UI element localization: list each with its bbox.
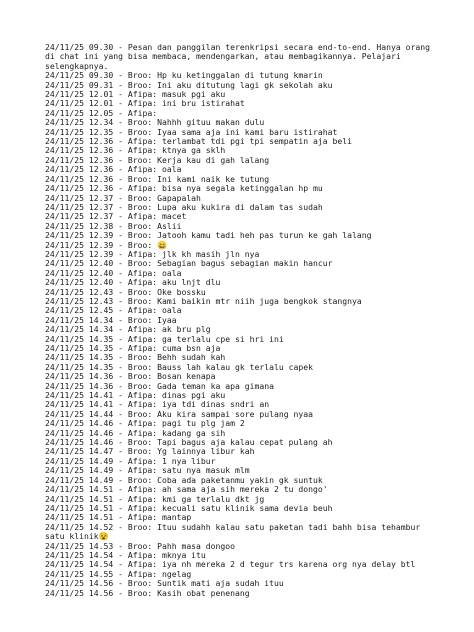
encryption-notice-line: 24/11/25 09.30 - Pesan dan panggilan terenkripsi secara end-to-end. Hanya orang di chat ini yang bisa membaca, mendengarkan, atau membagikannya. Pelajari selengkapnya. (45, 42, 435, 71)
chat-message-line: 24/11/25 14.46 - Afipa: kadang ga sih (45, 427, 226, 438)
chat-message-line: 24/11/25 12.37 - Broo: Lupa aku kukira di dalam tas sudah (45, 201, 323, 212)
chat-message-line: 24/11/25 12.36 - Afipa: oala (45, 164, 182, 175)
chat-message-line: 24/11/25 09.31 - Broo: Ini aku ditutung lagi gk sekolah aku (45, 79, 333, 90)
chat-message-line: 24/11/25 14.56 - Broo: Suntik mati aja sudah ituu (45, 578, 284, 589)
chat-message-line: 24/11/25 12.01 - Afipa: masuk pgi aku (45, 89, 226, 100)
chat-message-line: 24/11/25 14.46 - Afipa: pagi tu plg jam 2 (45, 418, 245, 429)
chat-message-line: 24/11/25 12.36 - Broo: Kerja kau di gah lalang (45, 154, 270, 165)
chat-message-line: 24/11/25 12.37 - Afipa: macet (45, 211, 187, 222)
chat-message-line: 24/11/25 14.46 - Broo: Tapi bagus aja kalau cepat pulang ah (45, 437, 333, 448)
chat-message-line: 24/11/25 14.49 - Broo: Coba ada paketanmu yakin gk suntuk (45, 474, 323, 485)
chat-message-line: 24/11/25 12.45 - Afipa: oala (45, 305, 182, 316)
chat-message-line: 24/11/25 12.05 - Afipa: (45, 107, 158, 118)
chat-export-log (45, 43, 440, 598)
chat-message-line: 24/11/25 14.51 - Afipa: kmi ga terlalu dkt jg (45, 493, 265, 504)
chat-message-line: 24/11/25 14.35 - Broo: Behh sudah kah (45, 352, 226, 363)
chat-message-line: 24/11/25 14.44 - Broo: Aku kira sampai sore pulang nyaa (45, 408, 314, 419)
chat-message-line: 24/11/25 14.49 - Afipa: satu nya masuk mlm (45, 465, 250, 476)
chat-message-line: 24/11/25 12.43 - Broo: Kami baikin mtr niih juga bengkok stangnya (45, 295, 362, 306)
chat-message-line: 24/11/25 12.39 - Broo: Jatooh kamu tadi heh pas turun ke gah lalang (45, 230, 372, 241)
chat-message-line: 24/11/25 14.53 - Broo: Pahh masa dongoo (45, 540, 236, 551)
chat-message-line: 24/11/25 14.35 - Broo: Bauss lah kalau gk terlalu capek (45, 361, 314, 372)
chat-message-line: 24/11/25 14.36 - Broo: Bosan kenapa (45, 371, 216, 382)
chat-message-line: 24/11/25 14.47 - Broo: Yg lainnya libur kah (45, 446, 255, 457)
chat-message-line: 24/11/25 14.55 - Afipa: ngelag (45, 568, 192, 579)
chat-message-line: 24/11/25 12.39 - Broo: 😄 (45, 239, 168, 250)
chat-message-line: 24/11/25 14.35 - Afipa: cuma bsn aja (45, 343, 221, 353)
chat-message-line: 24/11/25 14.54 - Afipa: mknya itu (45, 549, 206, 560)
chat-message-line: 24/11/25 14.51 - Afipa: kecuali satu klinik sama devia beuh (45, 502, 333, 513)
chat-message-line: 24/11/25 12.40 - Broo: Sebagian bagus sebagian makin hancur (45, 258, 333, 269)
chat-message-line: 24/11/25 14.34 - Broo: Iyaa (45, 314, 177, 325)
chat-message-line: 24/11/25 12.36 - Broo: Ini kami naik ke tutung (45, 173, 270, 184)
chat-message-line: 24/11/25 12.38 - Broo: Aslii (45, 220, 182, 231)
chat-message-line: 24/11/25 12.36 - Afipa: terlambat tdi pgi tpi sempatin aja beli (45, 136, 352, 147)
chat-message-line: 24/11/25 14.35 - Afipa: ga terlalu cpe si hri ini (45, 333, 284, 344)
chat-message-line: 24/11/25 14.51 - Afipa: ah sama aja sih mereka 2 tu dongo' (45, 484, 328, 495)
chat-message-line: 24/11/25 12.39 - Afipa: jlk kh masih jln nya (45, 248, 260, 259)
chat-message-line: 24/11/25 14.41 - Afipa: dinas pgi aku (45, 390, 226, 401)
chat-message-line: 24/11/25 14.36 - Broo: Gada teman ka apa gimana (45, 380, 275, 391)
chat-message-line: 24/11/25 12.40 - Afipa: oala (45, 267, 182, 278)
chat-message-line: 24/11/25 09.30 - Broo: Hp ku ketinggalan di tutung kmarin (45, 70, 323, 81)
chat-message-line: 24/11/25 14.49 - Afipa: 1 nya libur (45, 455, 216, 466)
chat-message-line: 24/11/25 12.34 - Broo: Nahhh gituu makan dulu (45, 117, 265, 128)
chat-message-line: 24/11/25 12.36 - Afipa: ktnya ga sklh (45, 145, 226, 156)
chat-message-line: 24/11/25 14.41 - Afipa: iya tdi dinas sndri an (45, 399, 270, 410)
chat-message-line: 24/11/25 14.51 - Afipa: mantap (45, 512, 192, 523)
chat-message-line: 24/11/25 14.54 - Afipa: iya nh mereka 2 d tegur trs karena org nya delay btl (45, 559, 416, 570)
chat-message-line: 24/11/25 12.36 - Afipa: bisa nya segala ketinggalan hp mu (45, 183, 323, 194)
chat-message-line: 24/11/25 12.43 - Broo: Oke bossku (45, 286, 206, 297)
chat-message-line: 24/11/25 12.37 - Broo: Gapapalah (45, 192, 201, 203)
chat-message-line: 24/11/25 14.56 - Broo: Kasih obat penenang (45, 587, 250, 598)
chat-message-line: 24/11/25 12.40 - Afipa: aku lnjt dlu (45, 277, 221, 288)
chat-message-line: 24/11/25 12.01 - Afipa: ini bru istirahat (45, 98, 245, 109)
chat-message-line: 24/11/25 14.34 - Afipa: ak bru plg (45, 324, 211, 335)
chat-message-line: 24/11/25 12.35 - Broo: Iyaa sama aja ini kami baru istirahat (45, 126, 338, 137)
chat-message-line: 24/11/25 14.52 - Broo: Ituu sudahh kalau satu paketan tadi bahh bisa tehambur satu klinik😵 (45, 521, 426, 542)
